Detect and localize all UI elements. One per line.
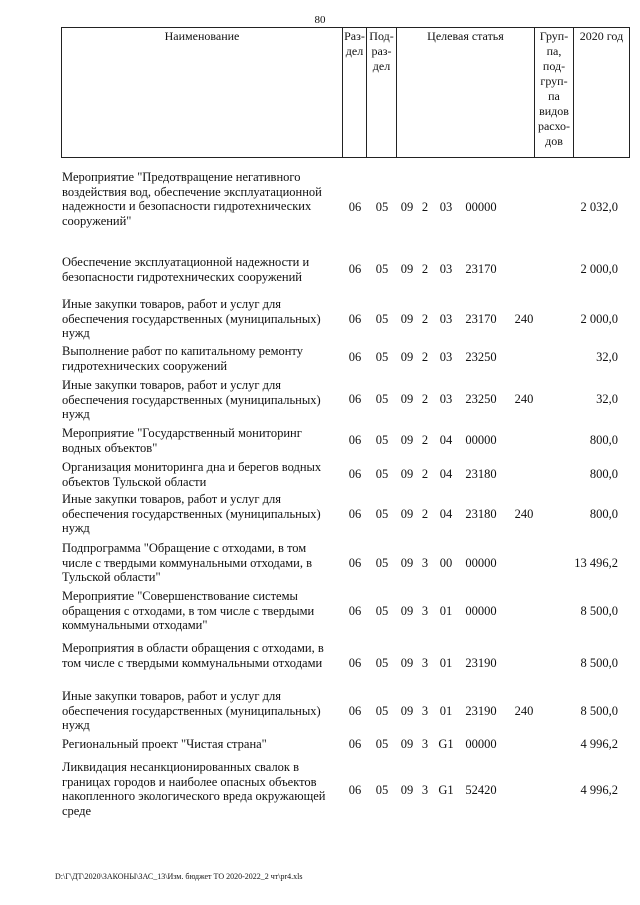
row-code-t1: 09 [400,200,414,214]
table-row [0,492,640,542]
row-code-t3: 03 [439,262,453,276]
row-code-t1: 09 [400,737,414,751]
row-code-t3: 04 [439,507,453,521]
row-code-t3: 03 [439,200,453,214]
row-code-t2: 3 [421,737,429,751]
row-code-r: 06 [348,433,362,447]
row-code-t1: 09 [400,433,414,447]
row-code-g: 240 [514,312,534,326]
row-code-t3: 00 [439,556,453,570]
row-amount: 2 032,0 [580,200,618,214]
row-amount: 4 996,2 [580,783,618,797]
row-name: Выполнение работ по капитальному ремонту гидротехнических сооружений [62,344,303,373]
row-code-t1: 09 [400,604,414,618]
row-code-t3: 03 [439,312,453,326]
row-code-t4: 00000 [465,200,497,214]
row-code-t2: 2 [421,200,429,214]
row-code-t1: 09 [400,507,414,521]
row-code-t4: 23190 [465,656,497,670]
row-code-pr: 05 [375,262,389,276]
page-number: 80 [314,14,326,26]
row-code-t2: 3 [421,783,429,797]
row-name: Мероприятие "Предотвращение негативного воздействия вод, обеспечение эксплуатационной надежности и безопасности гидротехнических сооружений" [62,170,322,228]
header-razdel: Раз- дел [343,28,367,158]
row-code-t4: 23180 [465,467,497,481]
row-code-t4: 00000 [465,737,497,751]
row-amount: 32,0 [596,392,618,406]
row-code-t1: 09 [400,467,414,481]
row-code-t3: 01 [439,604,453,618]
row-code-pr: 05 [375,350,389,364]
row-code-t4: 00000 [465,556,497,570]
row-code-t1: 09 [400,783,414,797]
row-code-t4: 52420 [465,783,497,797]
row-code-t4: 23170 [465,312,497,326]
header-year: 2020 год [574,28,630,158]
row-code-t1: 09 [400,704,414,718]
table-row [0,641,640,691]
row-name: Ликвидация несанкционированных свалок в границах городов и наиболее опасных объектов накопленного экологического вреда окружающей среде [62,760,326,818]
header-group: Груп- па, под- груп- па видов расхо- дов [535,28,574,158]
row-code-g: 240 [514,507,534,521]
row-code-t4: 23180 [465,507,497,521]
header-podrazdel: Под- раз- дел [367,28,397,158]
row-code-pr: 05 [375,467,389,481]
row-code-g: 240 [514,392,534,406]
table-header [61,27,630,158]
row-name: Иные закупки товаров, работ и услуг для обеспечения государственных (муниципальных) нужд [62,689,321,732]
row-name: Региональный проект "Чистая страна" [62,737,267,751]
row-code-t3: 04 [439,467,453,481]
row-code-t4: 23190 [465,704,497,718]
row-code-r: 06 [348,556,362,570]
row-code-t2: 2 [421,350,429,364]
row-code-t1: 09 [400,262,414,276]
row-code-t1: 09 [400,312,414,326]
row-code-t2: 3 [421,704,429,718]
row-code-t1: 09 [400,656,414,670]
header-target: Целевая статья [397,28,535,158]
row-amount: 8 500,0 [580,704,618,718]
table-row [0,760,640,818]
row-code-pr: 05 [375,704,389,718]
file-path-footer: D:\Г\ДТ\2020\ЗАКОНЫ\ЗАС_13\Изм. бюджет ТО 2020-2022_2 чт\pr4.xls [55,872,303,881]
row-code-t2: 3 [421,604,429,618]
row-code-r: 06 [348,737,362,751]
table-row [0,297,640,347]
row-name: Иные закупки товаров, работ и услуг для обеспечения государственных (муниципальных) нужд [62,297,321,340]
row-name: Иные закупки товаров, работ и услуг для обеспечения государственных (муниципальных) нужд [62,378,321,421]
row-code-t3: 01 [439,704,453,718]
row-code-t4: 23250 [465,392,497,406]
row-code-pr: 05 [375,656,389,670]
row-amount: 800,0 [589,507,618,521]
row-code-r: 06 [348,350,362,364]
row-code-r: 06 [348,704,362,718]
table-row [0,541,640,591]
row-amount: 800,0 [589,467,618,481]
row-code-t3: 03 [439,392,453,406]
row-code-pr: 05 [375,312,389,326]
row-amount: 8 500,0 [580,604,618,618]
row-code-pr: 05 [375,507,389,521]
row-code-t4: 23250 [465,350,497,364]
row-name: Мероприятия в области обращения с отходами, в том числе с твердыми коммунальными отходами [62,641,324,670]
header-name: Наименование [62,28,343,158]
row-code-pr: 05 [375,783,389,797]
row-code-r: 06 [348,783,362,797]
row-amount: 2 000,0 [580,262,618,276]
row-code-r: 06 [348,262,362,276]
row-code-g: 240 [514,704,534,718]
row-code-t4: 00000 [465,433,497,447]
row-amount: 2 000,0 [580,312,618,326]
row-code-t2: 2 [421,262,429,276]
row-code-r: 06 [348,392,362,406]
row-code-t3: 01 [439,656,453,670]
row-amount: 4 996,2 [580,737,618,751]
table-row [0,170,640,228]
row-name: Мероприятие "Государственный мониторинг водных объектов" [62,426,302,455]
row-code-t1: 09 [400,556,414,570]
row-code-t1: 09 [400,350,414,364]
table-row [0,689,640,739]
row-code-t3: 04 [439,433,453,447]
row-code-pr: 05 [375,604,389,618]
row-code-r: 06 [348,467,362,481]
row-code-t2: 2 [421,467,429,481]
row-code-pr: 05 [375,737,389,751]
row-code-t1: 09 [400,392,414,406]
row-code-t2: 3 [421,656,429,670]
row-amount: 13 496,2 [574,556,618,570]
row-amount: 32,0 [596,350,618,364]
row-code-t2: 3 [421,556,429,570]
table-row [0,589,640,639]
row-code-t4: 23170 [465,262,497,276]
row-code-t3: G1 [438,737,454,751]
row-code-r: 06 [348,656,362,670]
table-row [0,378,640,428]
row-name: Мероприятие "Совершенствование системы обращения с отходами, в том числе с твердыми коммунальными отходами" [62,589,315,632]
row-code-t4: 00000 [465,604,497,618]
row-code-r: 06 [348,200,362,214]
row-code-r: 06 [348,507,362,521]
row-name: Иные закупки товаров, работ и услуг для обеспечения государственных (муниципальных) нужд [62,492,321,535]
row-amount: 8 500,0 [580,656,618,670]
row-code-t2: 2 [421,312,429,326]
row-code-pr: 05 [375,392,389,406]
row-name: Организация мониторинга дна и берегов водных объектов Тульской области [62,460,322,489]
row-code-t2: 2 [421,433,429,447]
row-code-pr: 05 [375,200,389,214]
row-name: Обеспечение эксплуатационной надежности и безопасности гидротехнических сооружений [62,255,310,284]
row-code-r: 06 [348,312,362,326]
row-code-pr: 05 [375,556,389,570]
row-code-t3: 03 [439,350,453,364]
row-name: Подпрограмма "Обращение с отходами, в том числе с твердыми коммунальными отходами, в Тульской области" [62,541,313,584]
row-code-r: 06 [348,604,362,618]
row-code-t3: G1 [438,783,454,797]
row-code-t2: 2 [421,507,429,521]
row-code-t2: 2 [421,392,429,406]
row-code-pr: 05 [375,433,389,447]
row-amount: 800,0 [589,433,618,447]
